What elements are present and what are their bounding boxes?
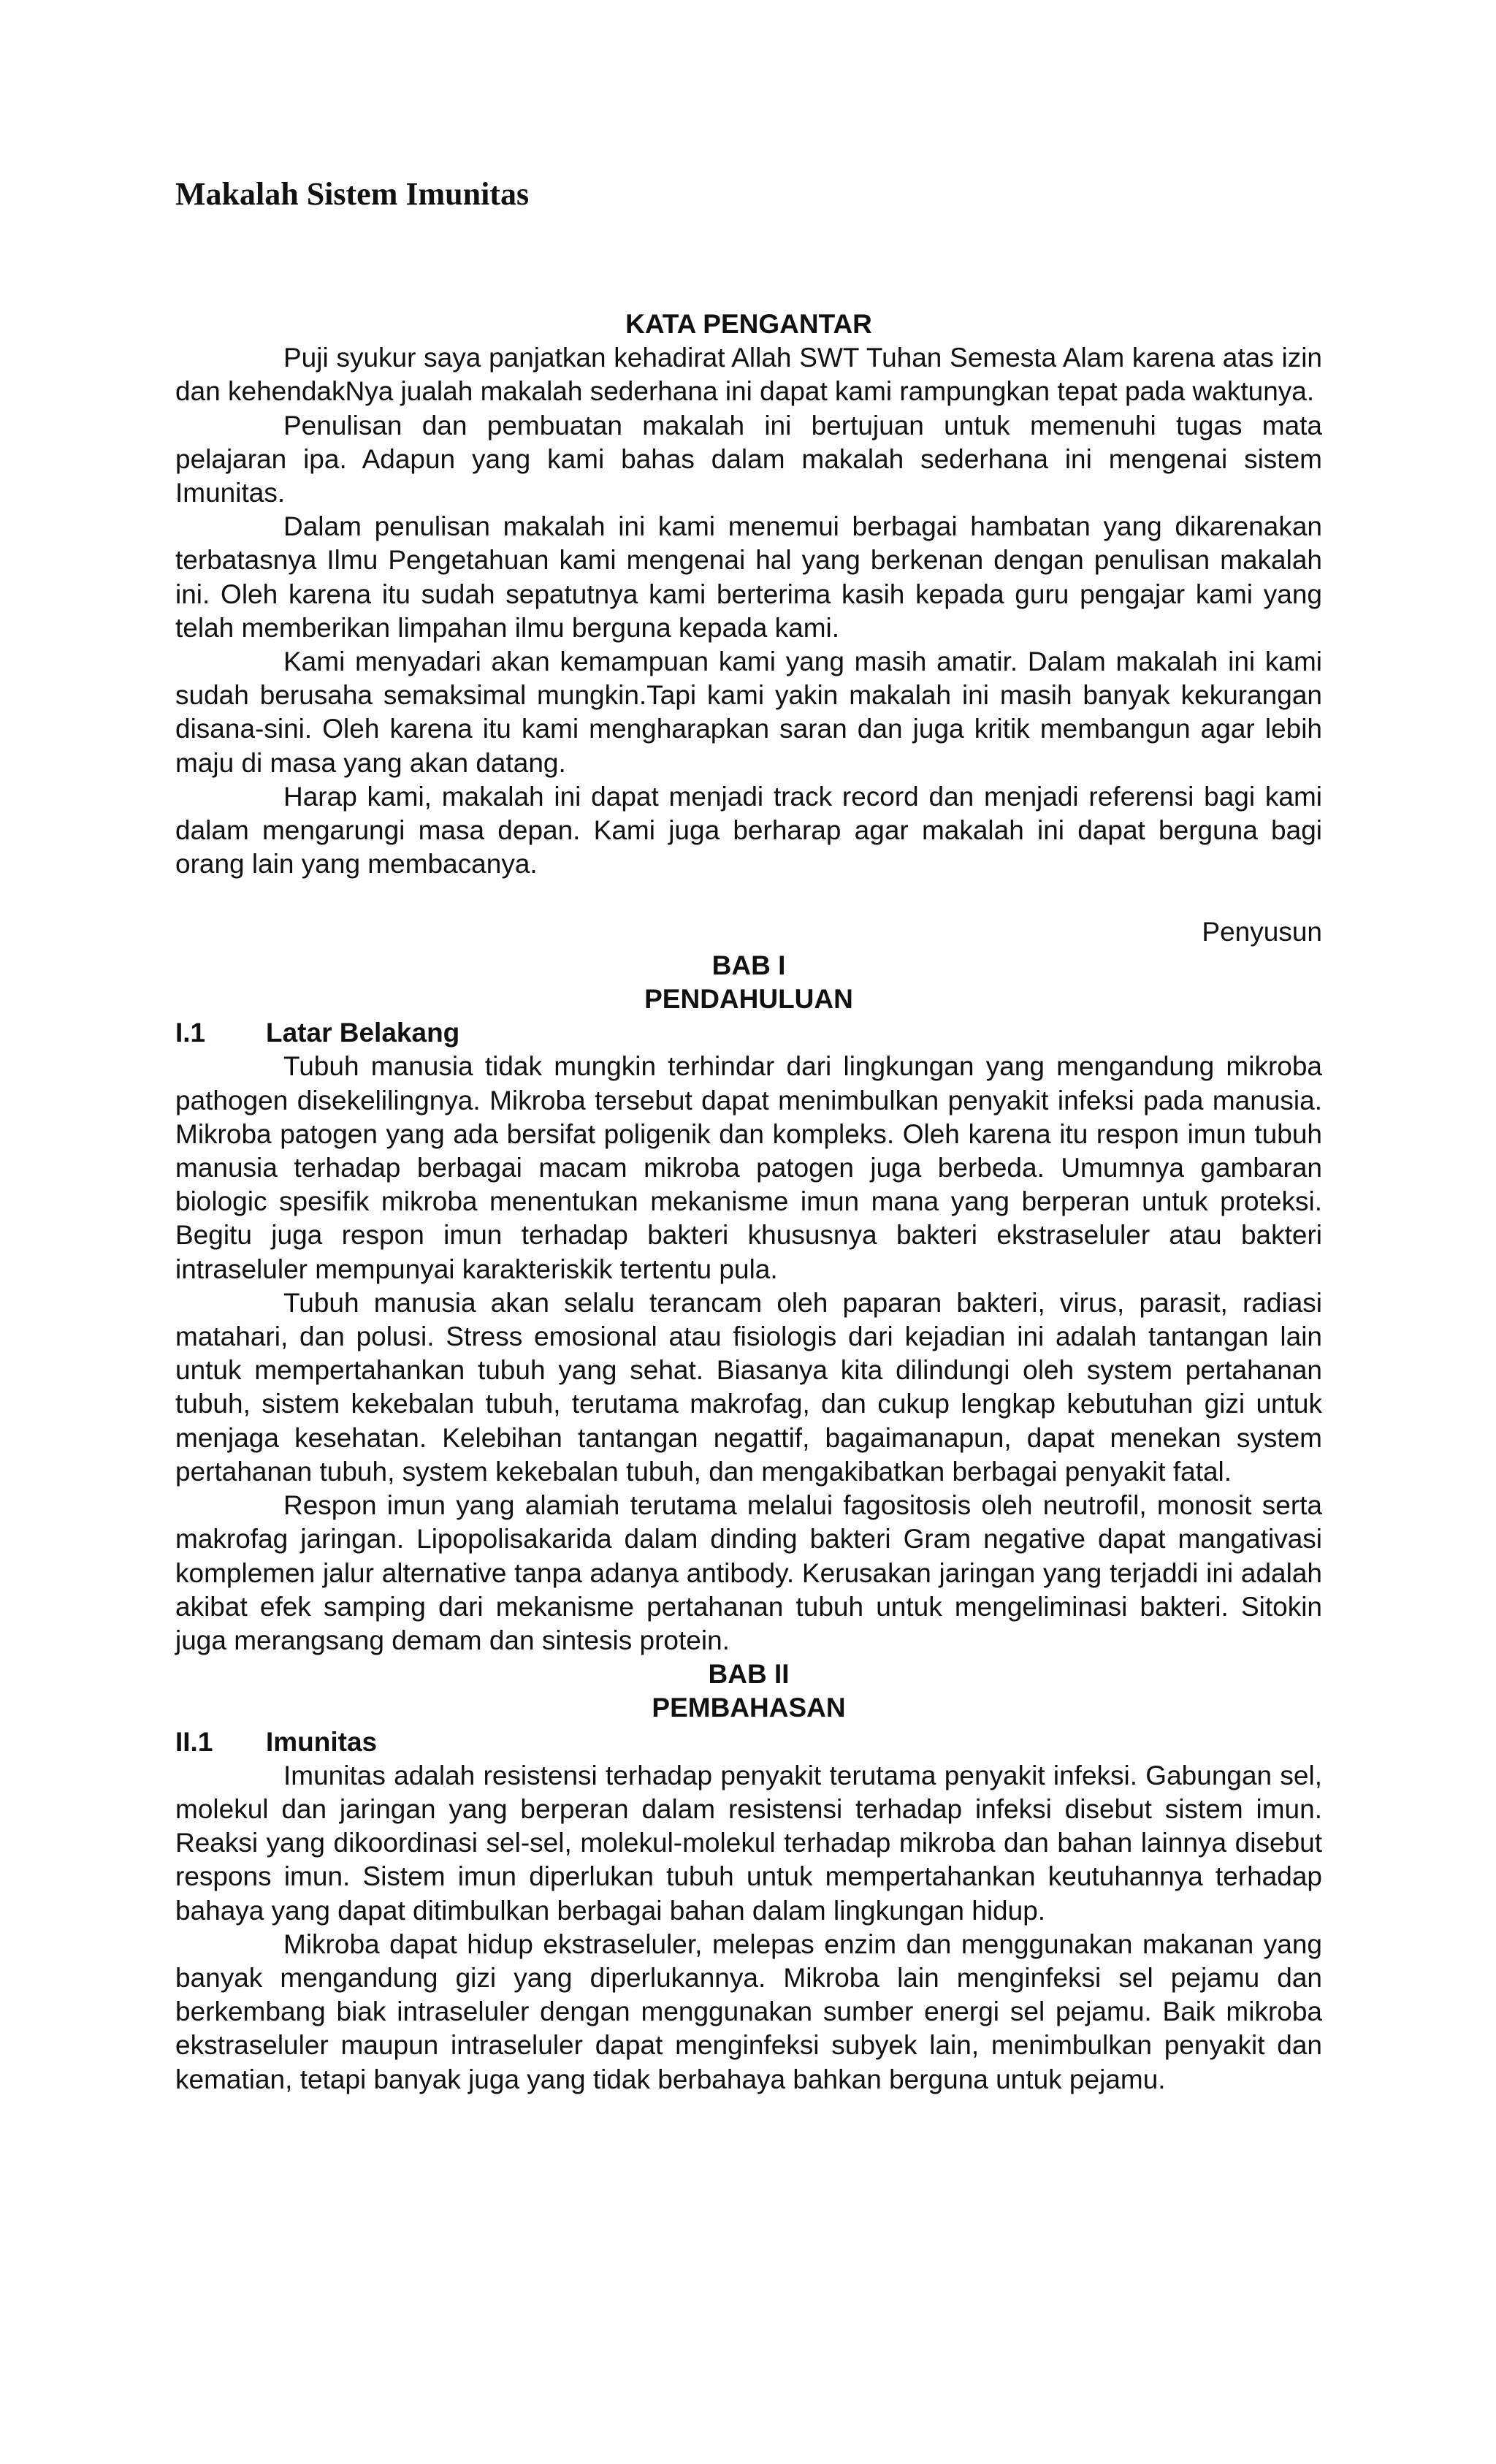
- blank-line: [175, 881, 1322, 915]
- document-title: Makalah Sistem Imunitas: [175, 176, 530, 212]
- bab2-paragraph: Mikroba dapat hidup ekstraseluler, melepas enzim dan menggunakan makanan yang banyak mengandung gizi yang diperlukannya. Mikroba lain menginfeksi sel pejamu dan berkembang biak intraseluler dengan menggunakan sumber energi sel pejamu. Baik mikroba ekstraseluler maupun intraseluler dapat menginfeksi subyek lain, menimbulkan penyakit dan kematian, tetapi banyak juga yang tidak berbahaya bahkan berguna untuk pejamu.: [175, 1929, 1322, 2094]
- bab1-paragraph: Tubuh manusia tidak mungkin terhindar dari lingkungan yang mengandung mikroba pathogen disekelilingnya. Mikroba tersebut dapat menimbulkan penyakit infeksi pada manusia. Mikroba patogen yang ada bersifat poligenik dan kompleks. Oleh karena itu respon imun tubuh manusia terhadap berbagai macam mikroba patogen juga berbeda. Umumnya gambaran biologic spesifik mikroba menentukan mekanisme imun mana yang berperan untuk proteksi. Begitu juga respon imun terhadap bakteri khususnya bakteri ekstraseluler atau bakteri intraseluler mempunyai karakteriskik tertentu pula.: [175, 1051, 1322, 1284]
- bab1-title: PENDAHULUAN: [644, 984, 853, 1015]
- kata-pengantar-heading: KATA PENGANTAR: [625, 309, 872, 339]
- section-number: I.1: [175, 1018, 206, 1048]
- section-heading-latar-belakang: [175, 1016, 1322, 1050]
- document-body: [175, 308, 1322, 2097]
- bab2-label: BAB II: [708, 1659, 790, 1690]
- section-title: Imunitas: [266, 1726, 378, 1757]
- kata-pengantar-paragraph: Dalam penulisan makalah ini kami menemui berbagai hambatan yang dikarenakan terbatasnya Ilmu Pengetahuan kami mengenai hal yang berkenan dengan penulisan makalah ini. Oleh karena itu sudah sepatutnya kami berterima kasih kepada guru pengajar kami yang telah memberikan limpahan ilmu berguna kepada kami.: [175, 511, 1322, 643]
- kata-pengantar-paragraph: Puji syukur saya panjatkan kehadirat Allah SWT Tuhan Semesta Alam karena atas izin dan kehendakNya jualah makalah sederhana ini dapat kami rampungkan tepat pada waktunya.: [175, 343, 1322, 407]
- bab2-paragraph: Imunitas adalah resistensi terhadap penyakit terutama penyakit infeksi. Gabungan sel, molekul dan jaringan yang berperan dalam resistensi terhadap infeksi disebut sistem imun. Reaksi yang dikoordinasi sel-sel, molekul-molekul terhadap mikroba dan bahan lainnya disebut respons imun. Sistem imun diperlukan tubuh untuk mempertahankan keutuhannya terhadap bahaya yang dapat ditimbulkan berbagai bahan dalam lingkungan hidup.: [175, 1760, 1322, 1926]
- signature: Penyusun: [1202, 916, 1322, 947]
- section-number: II.1: [175, 1726, 213, 1757]
- bab1-label: BAB I: [711, 950, 786, 980]
- kata-pengantar-paragraph: Harap kami, makalah ini dapat menjadi track record dan menjadi referensi bagi kami dalam mengarungi masa depan. Kami juga berharap agar makalah ini dapat berguna bagi orang lain yang membacanya.: [175, 781, 1322, 880]
- bab1-paragraph: Respon imun yang alamiah terutama melalui fagositosis oleh neutrofil, monosit serta makrofag jaringan. Lipopolisakarida dalam dinding bakteri Gram negative dapat mangativasi komplemen jalur alternative tanpa adanya antibody. Kerusakan jaringan yang terjaddi ini adalah akibat efek samping dari mekanisme pertahanan tubuh untuk mengeliminasi bakteri. Sitokin juga merangsang demam dan sintesis protein.: [175, 1490, 1322, 1655]
- kata-pengantar-paragraph: Penulisan dan pembuatan makalah ini bertujuan untuk memenuhi tugas mata pelajaran ipa. Adapun yang kami bahas dalam makalah sederhana ini mengenai sistem Imunitas.: [175, 410, 1322, 508]
- bab2-title: PEMBAHASAN: [652, 1693, 846, 1723]
- section-heading-imunitas: [175, 1725, 1322, 1759]
- kata-pengantar-paragraph: Kami menyadari akan kemampuan kami yang masih amatir. Dalam makalah ini kami sudah berusaha semaksimal mungkin.Tapi kami yakin makalah ini masih banyak kekurangan disana-sini. Oleh karena itu kami mengharapkan saran dan juga kritik membangun agar lebih maju di masa yang akan datang.: [175, 646, 1322, 778]
- bab1-paragraph: Tubuh manusia akan selalu terancam oleh paparan bakteri, virus, parasit, radiasi matahari, dan polusi. Stress emosional atau fisiologis dari kejadian ini adalah tantangan lain untuk mempertahankan tubuh yang sehat. Biasanya kita dilindungi oleh system pertahanan tubuh, sistem kekebalan tubuh, terutama makrofag, dan cukup lengkap kebutuhan gizi untuk menjaga kesehatan. Kelebihan tantangan negattif, bagaimanapun, dapat menekan system pertahanan tubuh, system kekebalan tubuh, dan mengakibatkan berbagai penyakit fatal.: [175, 1287, 1322, 1487]
- section-title: Latar Belakang: [266, 1018, 460, 1048]
